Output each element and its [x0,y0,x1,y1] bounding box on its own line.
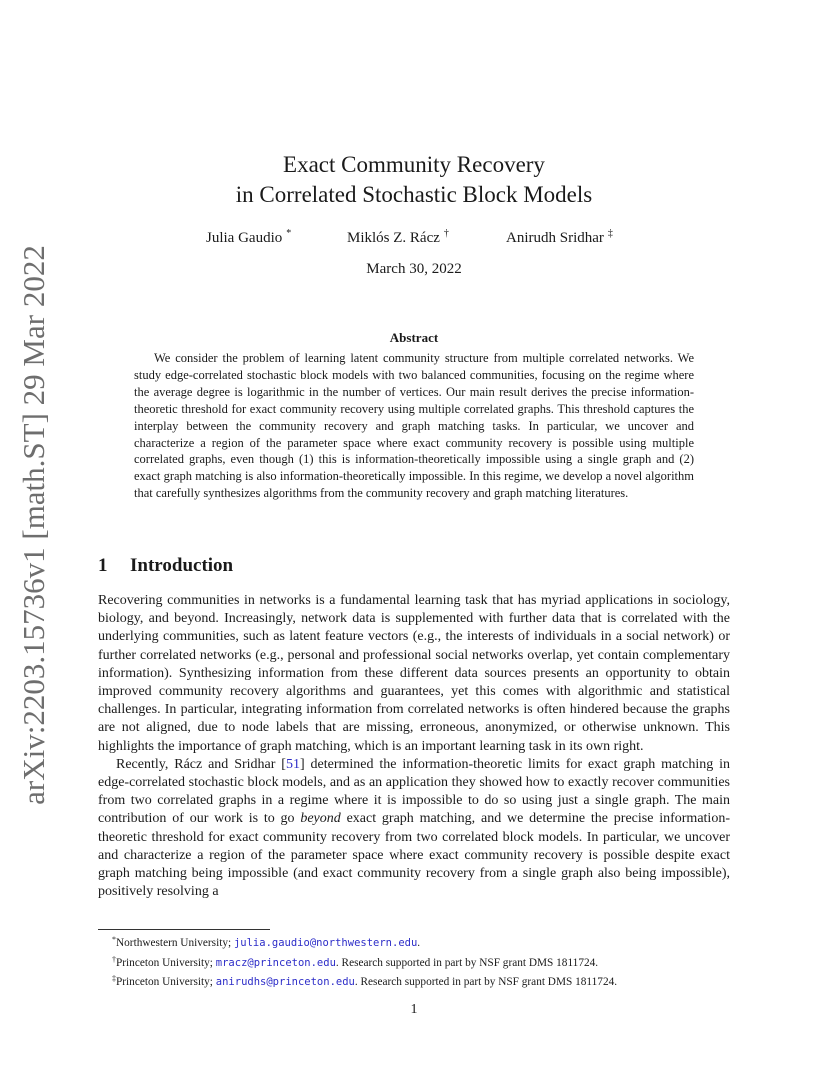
footnote-2 [112,952,732,972]
citation-link[interactable]: 51 [285,756,300,772]
author-3-mark: ‡ [607,228,613,239]
footnote-1-email-link[interactable]: julia.gaudio@northwestern.edu [233,937,418,949]
title-line-2: in Correlated Stochastic Block Models [235,182,593,207]
footnotes [112,932,732,991]
section-heading [98,555,738,577]
paper-title [100,150,728,210]
paragraph-2-text-b: ] determined the information-theoretic limits for exact graph matching in edge-correlated stochastic block models, and as an application they showed how to exactly recover communities from two correlated graphs in a regime where it is impossible to do so using just a single graph. The main contribution of our work is to go [98,756,730,827]
footnote-2-email-link[interactable]: mracz@princeton.edu [215,956,336,969]
author-1-mark: * [286,228,292,239]
author-3-name: Anirudh Sridhar [506,230,604,246]
abstract-heading: Abstract [389,330,439,345]
footnote-1 [112,932,732,952]
footnote-divider [98,929,270,930]
page-number: 1 [410,1002,418,1017]
author-1-name: Julia Gaudio [206,230,283,246]
footnote-2-tail: . Research supported in part by NSF grant DMS 1811724. [335,956,599,969]
footnote-1-mark: * [112,935,116,944]
abstract-text: We consider the problem of learning latent community structure from multiple correlated networks. We study edge-correlated stochastic block models with two balanced communities, focusing on the regime where the average degree is logarithmic in the number of vertices. Our main result derives the precise information-theoretic threshold for exact community recovery using multiple correlated graphs. This threshold captures the interplay between the community recovery and graph matching tasks. In particular, we uncover and characterize a region of the parameter space where exact community recovery is possible using multiple correlated graphs, even though (1) this is information-theoretically impossible using a single graph and (2) exact graph matching is also information-theoretically impossible. In this regime, we develop a novel algorithm that carefully synthesizes algorithms from the community recovery and graph matching literatures. [134,351,694,501]
section-number: 1 [98,555,108,576]
footnote-2-affiliation: Princeton University; [116,956,216,969]
footnote-3-affiliation: Princeton University; [116,976,216,988]
title-line-1: Exact Community Recovery [283,152,545,177]
footnote-2-mark: † [112,954,116,964]
footnote-3-tail: . Research supported in part by NSF grant DMS 1811724. [354,976,618,988]
footnote-1-affiliation: Northwestern University; [116,937,234,949]
paragraph-1: Recovering communities in networks is a fundamental learning task that has myriad applications in sociology, biology, and beyond. Increasingly, network data is supplemented with further data that is correlated with the underlying communities, such as latent feature vectors (e.g., the interests of individuals in a social network) or further correlated networks (e.g., personal and professional social networks overlap, yet contain complementary information). Synthesizing information from these different data sources presents an opportunity to obtain improved community recovery algorithms and guarantees, yet this comes with algorithmic and statistical challenges. In particular, integrating information from correlated networks is often hindered because the graphs are not aligned, due to node labels that are missing, erroneous, anonymized, or otherwise unknown. This highlights the importance of graph matching, which is an important learning task in its own right. [98,593,730,754]
paragraph-2 [98,756,730,902]
section-title: Introduction [130,555,234,576]
paragraph-2-text-c: exact graph matching, and we determine the precise information-theoretic threshold for exact community recovery from two correlated block models. In particular, we uncover and characterize a region of the parameter space where exact community recovery is possible despite exact graph matching being impossible (and exact community recovery from a single graph also being impossible), positively resolving a [98,811,730,900]
author-2-name: Miklós Z. Rácz [347,230,440,246]
author-1 [206,228,291,247]
introduction-body [98,592,730,901]
footnote-3-mark: ‡ [112,974,116,983]
footnote-3-email-link[interactable]: anirudhs@princeton.edu [215,976,355,988]
arxiv-identifier: arXiv:2203.15736v1 [math.ST] 29 Mar 2022 [16,245,51,805]
author-2-mark: † [443,228,449,239]
paper-date: March 30, 2022 [366,261,462,277]
author-2 [347,228,449,247]
paragraph-2-text-a: Recently, Rácz and Sridhar [ [116,756,286,772]
footnote-3 [112,971,732,991]
author-list [0,228,828,248]
paragraph-2-emphasis: beyond [300,811,341,827]
author-3 [506,228,613,247]
footnote-1-tail: . [417,937,421,949]
